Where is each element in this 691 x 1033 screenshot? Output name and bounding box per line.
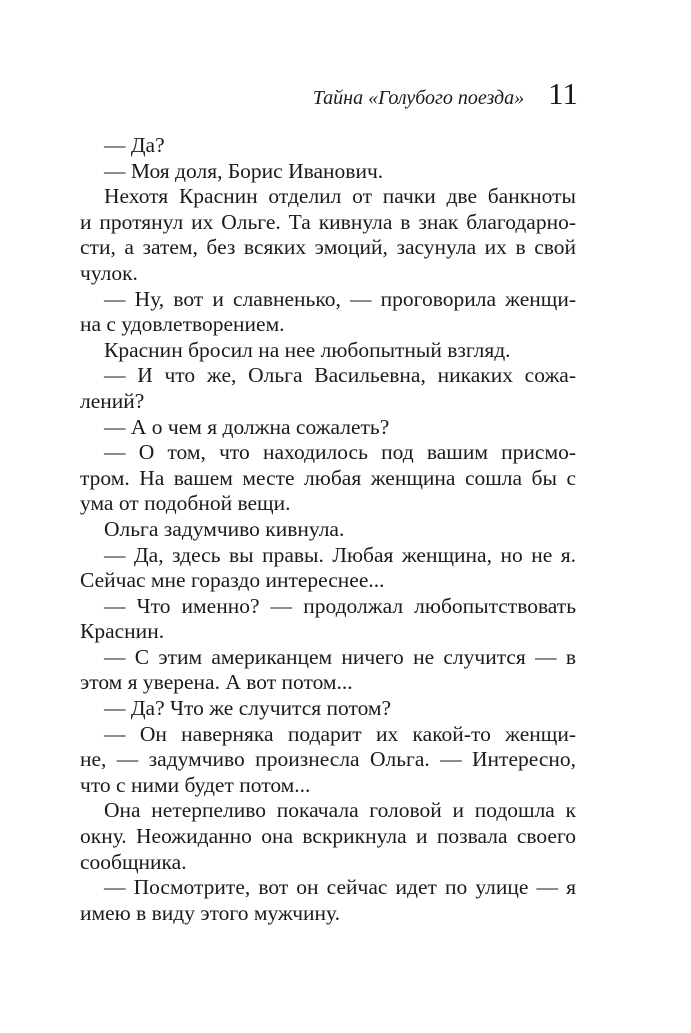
- text-line: и протянул их Ольге. Та кивнула в знак благодарно-: [80, 209, 576, 234]
- running-head: [80, 78, 578, 118]
- text-line: чулок.: [80, 260, 138, 285]
- text-line: имею в виду этого мужчину.: [80, 900, 341, 925]
- running-title: Тайна «Голубого поезда»: [312, 87, 525, 109]
- text-line: тром. На вашем месте любая женщина сошла бы с: [80, 465, 576, 490]
- text-line: сти, а затем, без всяких эмоций, засунула их в свой: [80, 235, 576, 260]
- text-line: Сейчас мне гораздо интереснее...: [80, 568, 385, 593]
- text-line: Она нетерпеливо покачала головой и подошла к: [104, 798, 576, 823]
- text-line: — Да?: [104, 133, 165, 157]
- text-line: на с удовлетворением.: [80, 312, 285, 337]
- text-line: окну. Неожиданно она вскрикнула и позвала своего: [80, 824, 576, 849]
- text-line: — Что именно? — продолжал любопытствовать: [104, 593, 576, 618]
- text-line: — Да, здесь вы правы. Любая женщина, но не я.: [104, 542, 576, 567]
- text-line: Краснин бросил на нее любопытный взгляд.: [104, 337, 511, 362]
- text-line: — Ну, вот и славненько, — проговорила женщи-: [104, 286, 576, 311]
- text-line: — Моя доля, Борис Иванович.: [104, 158, 384, 183]
- text-line: не, — задумчиво произнесла Ольга. — Интересно,: [80, 747, 576, 772]
- text-line: — Посмотрите, вот он сейчас идет по улице — я: [104, 875, 576, 900]
- text-line: — А о чем я должна сожалеть?: [104, 414, 390, 439]
- text-line: лений?: [80, 388, 145, 413]
- text-line: — И что же, Ольга Васильевна, никаких сожа-: [104, 363, 576, 388]
- text-line: этом я уверена. А вот потом...: [80, 670, 353, 695]
- text-line: Краснин.: [80, 619, 165, 644]
- text-line: — О том, что находилось под вашим присмо-: [104, 440, 576, 465]
- text-line: сообщника.: [80, 849, 187, 874]
- text-line: ума от подобной вещи.: [80, 491, 291, 516]
- page-number: 11: [548, 76, 578, 111]
- text-line: — Он наверняка подарит их какой-то женщи-: [104, 721, 576, 746]
- text-line: — С этим американцем ничего не случится — в: [104, 644, 576, 669]
- text-line: что с ними будет потом...: [80, 772, 311, 797]
- text-line: Нехотя Краснин отделил от пачки две банкноты: [104, 184, 576, 209]
- text-line: Ольга задумчиво кивнула.: [104, 516, 345, 541]
- text-line: — Да? Что же случится потом?: [104, 696, 392, 721]
- body-text: [80, 133, 576, 926]
